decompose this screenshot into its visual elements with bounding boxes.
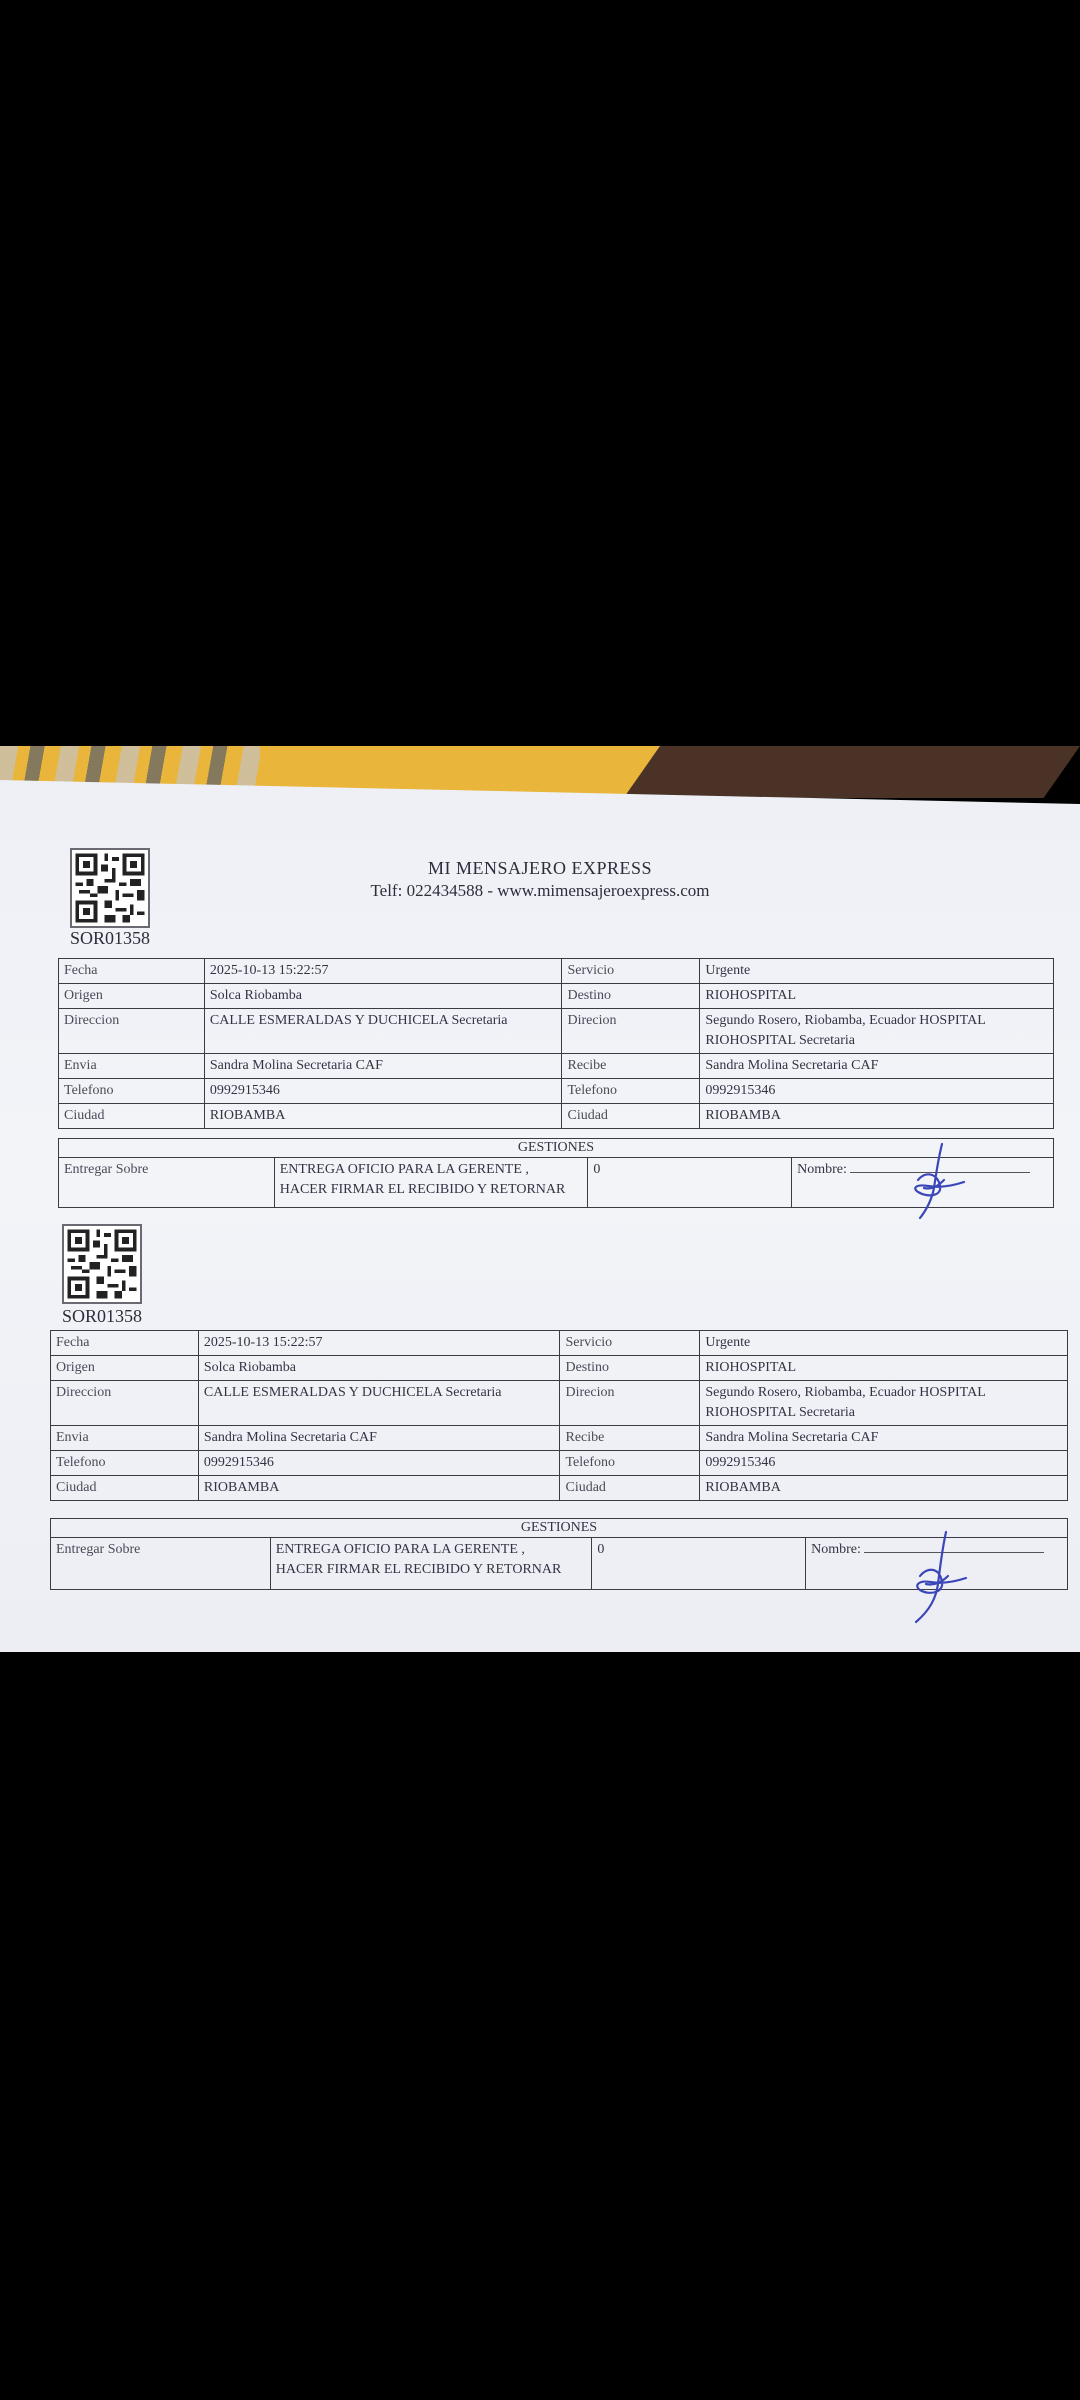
label-direcion-destino: Direcion — [560, 1381, 700, 1426]
value-direccion-destino — [700, 1009, 1054, 1054]
label-origen: Origen — [59, 984, 205, 1009]
label-ciudad-recibe: Ciudad — [562, 1104, 700, 1129]
value-telefono-recibe: 0992915346 — [700, 1451, 1068, 1476]
label-destino: Destino — [560, 1356, 700, 1381]
label-servicio: Servicio — [562, 959, 700, 984]
direccion-destino-line-1: Segundo Rosero, Riobamba, Ecuador HOSPITAL — [705, 1385, 986, 1400]
direccion-destino-line-1: Segundo Rosero, Riobamba, Ecuador HOSPITAL — [705, 1013, 986, 1028]
label-recibe: Recibe — [560, 1426, 700, 1451]
value-envia: Sandra Molina Secretaria CAF — [204, 1054, 562, 1079]
value-destino: RIOHOSPITAL — [700, 984, 1054, 1009]
table-row — [59, 984, 1054, 1009]
table-row — [51, 1381, 1068, 1426]
gestiones-heading: GESTIONES — [51, 1519, 1068, 1538]
wooden-table — [624, 746, 1080, 798]
qr-code-icon — [70, 848, 150, 928]
handwritten-signature — [900, 1528, 972, 1624]
table-row — [59, 1104, 1054, 1129]
instruction-line-1: ENTREGA OFICIO PARA LA GERENTE , — [275, 1542, 525, 1557]
value-recibe: Sandra Molina Secretaria CAF — [700, 1426, 1068, 1451]
label-envia: Envia — [59, 1054, 205, 1079]
value-telefono: 0992915346 — [204, 1079, 562, 1104]
label-nombre: Nombre: — [797, 1162, 847, 1177]
label-fecha: Fecha — [59, 959, 205, 984]
label-ciudad: Ciudad — [51, 1476, 199, 1501]
value-cantidad: 0 — [588, 1158, 792, 1208]
value-fecha: 2025-10-13 15:22:57 — [198, 1331, 560, 1356]
table-row — [51, 1356, 1068, 1381]
direccion-destino-line-2: RIOHOSPITAL Secretaria — [705, 1405, 855, 1420]
company-contact: Telf: 022434588 - www.mimensajeroexpress.com — [370, 881, 710, 900]
value-ciudad: RIOBAMBA — [198, 1476, 560, 1501]
value-telefono: 0992915346 — [198, 1451, 560, 1476]
value-cantidad: 0 — [592, 1538, 806, 1590]
value-instrucciones — [270, 1538, 592, 1590]
label-telefono: Telefono — [51, 1451, 199, 1476]
label-direccion: Direccion — [51, 1381, 199, 1426]
value-origen: Solca Riobamba — [198, 1356, 560, 1381]
table-row — [51, 1331, 1068, 1356]
value-ciudad-recibe: RIOBAMBA — [700, 1476, 1068, 1501]
value-direccion: CALLE ESMERALDAS Y DUCHICELA Secretaria — [204, 1009, 562, 1054]
label-envia: Envia — [51, 1426, 199, 1451]
label-nombre: Nombre: — [811, 1542, 861, 1557]
table-row — [51, 1451, 1068, 1476]
value-fecha: 2025-10-13 15:22:57 — [204, 959, 562, 984]
handwritten-signature — [898, 1140, 970, 1220]
value-direccion-destino — [700, 1381, 1068, 1426]
label-recibe: Recibe — [562, 1054, 700, 1079]
table-row — [59, 959, 1054, 984]
label-direccion: Direccion — [59, 1009, 205, 1054]
value-recibe: Sandra Molina Secretaria CAF — [700, 1054, 1054, 1079]
label-servicio: Servicio — [560, 1331, 700, 1356]
table-row — [59, 1079, 1054, 1104]
value-servicio: Urgente — [700, 1331, 1068, 1356]
table-row — [51, 1426, 1068, 1451]
direccion-destino-line-2: RIOHOSPITAL Secretaria — [705, 1033, 855, 1048]
instruction-line-1: ENTREGA OFICIO PARA LA GERENTE , — [279, 1162, 529, 1177]
company-name: MI MENSAJERO EXPRESS — [427, 858, 653, 878]
qr-code-icon — [62, 1224, 142, 1304]
shipment-table — [58, 958, 1054, 1129]
shipment-table — [50, 1330, 1068, 1501]
label-entregar-sobre: Entregar Sobre — [51, 1538, 271, 1590]
gestiones-heading: GESTIONES — [59, 1139, 1054, 1158]
label-ciudad: Ciudad — [59, 1104, 205, 1129]
label-telefono-recibe: Telefono — [562, 1079, 700, 1104]
value-origen: Solca Riobamba — [204, 984, 562, 1009]
value-ciudad: RIOBAMBA — [204, 1104, 562, 1129]
table-row — [59, 1054, 1054, 1079]
label-telefono: Telefono — [59, 1079, 205, 1104]
table-row — [51, 1476, 1068, 1501]
value-servicio: Urgente — [700, 959, 1054, 984]
value-ciudad-recibe: RIOBAMBA — [700, 1104, 1054, 1129]
value-telefono-recibe: 0992915346 — [700, 1079, 1054, 1104]
instruction-line-2: HACER FIRMAR EL RECIBIDO Y RETORNAR — [279, 1182, 566, 1197]
label-entregar-sobre: Entregar Sobre — [59, 1158, 275, 1208]
tracking-code: SOR01358 — [62, 1306, 143, 1326]
label-fecha: Fecha — [51, 1331, 199, 1356]
value-envia: Sandra Molina Secretaria CAF — [198, 1426, 560, 1451]
value-direccion: CALLE ESMERALDAS Y DUCHICELA Secretaria — [198, 1381, 560, 1426]
value-instrucciones — [274, 1158, 588, 1208]
table-row — [59, 1009, 1054, 1054]
label-destino: Destino — [562, 984, 700, 1009]
tracking-code: SOR01358 — [70, 928, 151, 948]
document-header — [0, 858, 1080, 901]
label-telefono-recibe: Telefono — [560, 1451, 700, 1476]
value-destino: RIOHOSPITAL — [700, 1356, 1068, 1381]
instruction-line-2: HACER FIRMAR EL RECIBIDO Y RETORNAR — [275, 1562, 562, 1577]
label-direcion-destino: Direcion — [562, 1009, 700, 1054]
label-ciudad-recibe: Ciudad — [560, 1476, 700, 1501]
label-origen: Origen — [51, 1356, 199, 1381]
